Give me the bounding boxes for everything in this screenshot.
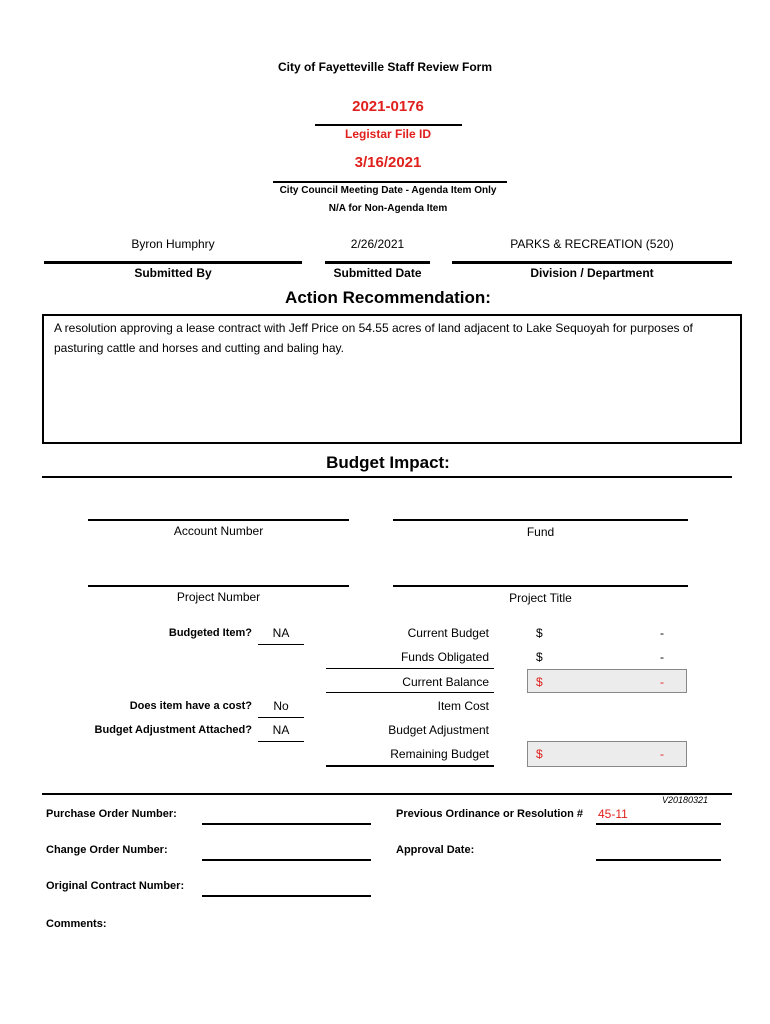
current-balance-value: -: [660, 675, 664, 689]
has-cost-underline: [258, 717, 304, 718]
remaining-budget-label: Remaining Budget: [390, 747, 489, 761]
form-title: City of Fayetteville Staff Review Form: [277, 60, 493, 74]
budget-impact-rule: [42, 476, 732, 478]
approval-date-label: Approval Date:: [396, 844, 475, 856]
approval-date-input[interactable]: [596, 859, 721, 861]
change-order-input[interactable]: [202, 859, 371, 861]
funds-obligated-currency: $: [536, 650, 543, 664]
budget-adjustment-attached-underline: [258, 741, 304, 742]
fund-line[interactable]: [393, 519, 688, 521]
submitted-date-value: 2/26/2021: [350, 237, 405, 251]
action-recommendation-heading: Action Recommendation:: [285, 288, 491, 307]
remaining-budget-rule: [326, 765, 494, 767]
has-cost-label: Does item have a cost?: [129, 700, 252, 712]
funds-obligated-value: -: [660, 650, 664, 664]
legistar-file-id-label: Legistar File ID: [344, 127, 432, 141]
account-number-label: Account Number: [173, 524, 264, 538]
meeting-date-value: 3/16/2021: [354, 154, 422, 171]
footer-rule: [42, 793, 732, 795]
purchase-order-input[interactable]: [202, 823, 371, 825]
budget-impact-heading: Budget Impact:: [326, 453, 450, 472]
meeting-date-label: City Council Meeting Date - Agenda Item Only: [279, 185, 497, 196]
budget-adjustment-label: Budget Adjustment: [388, 723, 489, 737]
account-number-line[interactable]: [88, 519, 349, 521]
original-contract-input[interactable]: [202, 895, 371, 897]
division-value: PARKS & RECREATION (520): [510, 237, 674, 251]
purchase-order-label: Purchase Order Number:: [46, 808, 177, 820]
project-number-line[interactable]: [88, 585, 349, 587]
previous-ordinance-label: Previous Ordinance or Resolution #: [396, 808, 584, 820]
submitted-by-label: Submitted By: [134, 266, 212, 280]
budgeted-item-label: Budgeted Item?: [168, 627, 252, 639]
remaining-budget-value: -: [660, 747, 664, 761]
original-contract-label: Original Contract Number:: [46, 880, 185, 892]
current-budget-label: Current Budget: [407, 626, 489, 640]
has-cost-value[interactable]: No: [273, 699, 289, 713]
submitted-by-underline: [44, 261, 302, 264]
budgeted-item-underline: [258, 644, 304, 645]
funds-obligated-label: Funds Obligated: [400, 650, 489, 664]
version-code: V20180321: [662, 795, 709, 805]
budget-adjustment-attached-label: Budget Adjustment Attached?: [94, 724, 252, 736]
comments-label: Comments:: [46, 918, 107, 930]
previous-ordinance-value[interactable]: 45-11: [598, 807, 628, 821]
meeting-date-underline: [273, 181, 507, 183]
current-budget-value: -: [660, 626, 664, 640]
legistar-file-id-value: 2021-0176: [352, 98, 424, 115]
budgeted-item-value[interactable]: NA: [272, 626, 290, 640]
current-balance-currency: $: [536, 675, 543, 689]
current-budget-currency: $: [536, 626, 543, 640]
current-balance-rule: [326, 692, 494, 693]
action-recommendation-text: A resolution approving a lease contract with Jeff Price on 54.55 acres of land adjacent to Lake Sequoyah for purposes of pasturing cattle and horses and cutting and baling hay.: [54, 321, 693, 355]
funds-obligated-rule: [326, 668, 494, 669]
project-title-line[interactable]: [393, 585, 688, 587]
budget-adjustment-attached-value[interactable]: NA: [272, 723, 290, 737]
submitted-by-value: Byron Humphry: [131, 237, 215, 251]
item-cost-label: Item Cost: [437, 699, 489, 713]
fund-label: Fund: [526, 525, 555, 539]
division-underline: [452, 261, 732, 264]
change-order-label: Change Order Number:: [46, 844, 168, 856]
meeting-date-note: N/A for Non-Agenda Item: [328, 203, 448, 214]
submitted-date-label: Submitted Date: [333, 266, 422, 280]
submitted-date-underline: [325, 261, 430, 264]
current-balance-label: Current Balance: [402, 675, 489, 689]
project-title-label: Project Title: [509, 591, 572, 605]
remaining-budget-currency: $: [536, 747, 543, 761]
action-recommendation-box[interactable]: [42, 314, 742, 444]
legistar-underline: [315, 124, 462, 126]
previous-ordinance-underline: [596, 823, 721, 825]
project-number-label: Project Number: [176, 590, 261, 604]
division-label: Division / Department: [530, 266, 654, 280]
